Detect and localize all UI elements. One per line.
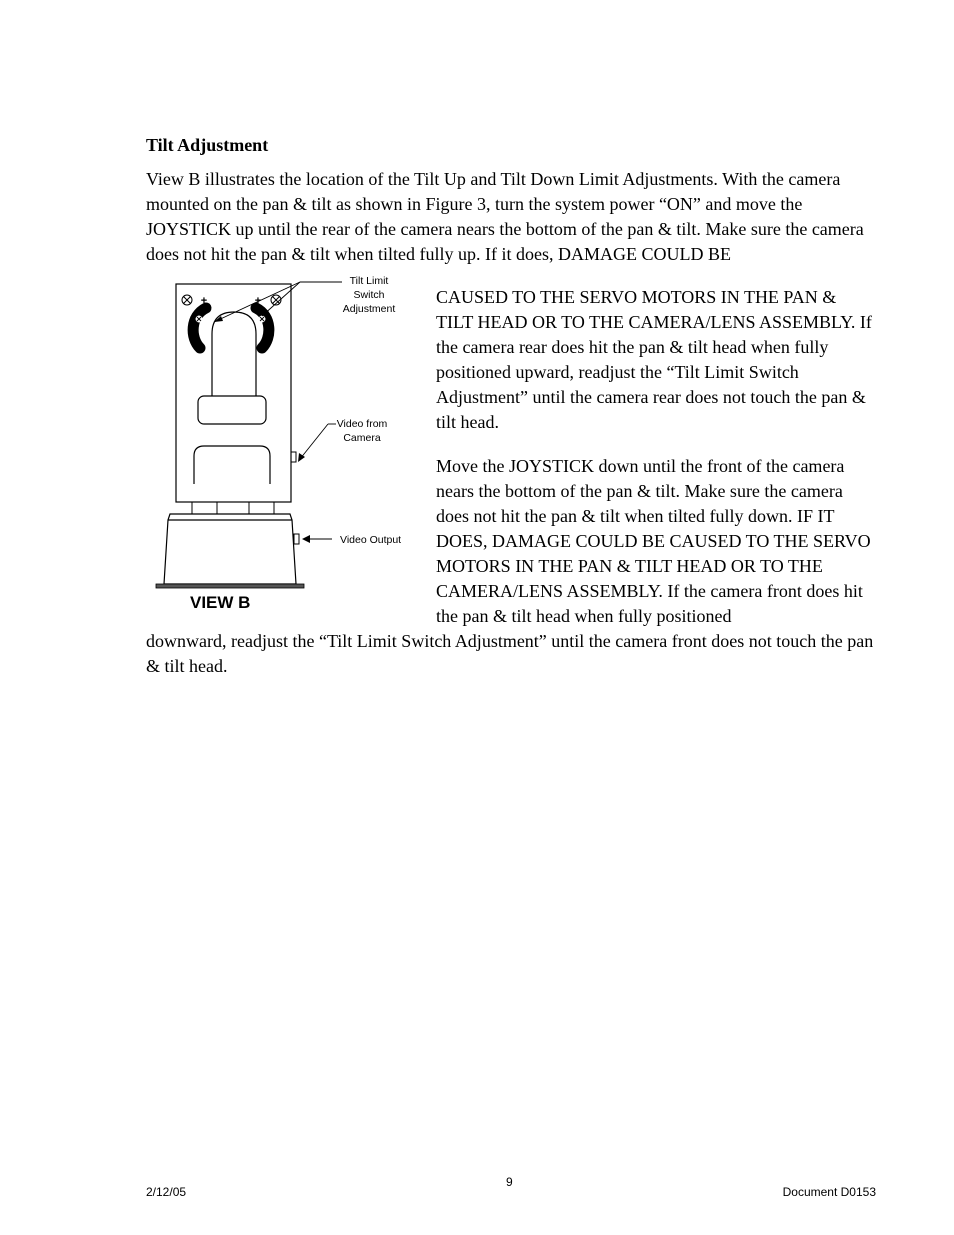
footer-date: 2/12/05 <box>146 1185 187 1199</box>
label-video-from-line2: Camera <box>343 432 381 444</box>
label-tilt-limit-line3: Adjustment <box>342 303 396 315</box>
screw-left-icon <box>182 295 192 305</box>
tilt-screw-right-icon <box>259 316 265 322</box>
camera-rear <box>194 446 270 484</box>
view-b-label: VIEW B <box>190 593 251 612</box>
label-video-from-line1: Video from <box>336 418 388 430</box>
tilt-screw-left-icon <box>196 316 202 322</box>
lens-body <box>212 312 256 396</box>
tilt-slot-left <box>193 308 206 348</box>
plus-mark-right: + <box>254 295 262 307</box>
pan-tilt-base <box>164 514 296 584</box>
minus-mark-left: - <box>197 343 201 355</box>
plus-mark-left: + <box>200 295 208 307</box>
paragraph-tilt-down-continued: downward, readjust the “Tilt Limit Switch Adjustment” until the camera front does not touch the pan & tilt head. <box>146 631 874 676</box>
paragraph-intro: View B illustrates the location of the Tilt Up and Tilt Down Limit Adjustments. With the camera mounted on the pan & tilt as shown in Figure 3, turn the system power “ON” and move the JOYSTICK up until the rear of the camera nears the bottom of the pan & tilt. Make sure the camera does not hit the pan & tilt when tilted fully up. If it does, DAMAGE COULD BE <box>146 169 864 264</box>
section-heading: Tilt Adjustment <box>146 135 269 155</box>
paragraph-tilt-down: Move the JOYSTICK down until the front of the camera nears the bottom of the pan & tilt. Make sure the camera does not hit the pan & tilt when tilted fully down. IF IT DOES, DAMAGE COULD BE CAUSED TO THE SERVO MOTORS IN THE PAN & TILT HEAD OR TO THE CAMERA/LENS ASSEMBLY. If the camera front does hit the pan & tilt head when fully positioned <box>436 456 871 626</box>
video-output-connector <box>294 534 299 544</box>
lens-ring <box>198 396 266 424</box>
label-video-output: Video Output <box>340 534 402 546</box>
label-tilt-limit-line2: Switch <box>353 289 385 301</box>
label-tilt-limit-line1: Tilt Limit <box>349 275 389 287</box>
paragraph-tilt-up: CAUSED TO THE SERVO MOTORS IN THE PAN & TILT HEAD OR TO THE CAMERA/LENS ASSEMBLY. If the camera rear does hit the pan & tilt head when fully positioned upward, readjust the “Tilt Limit Switch Adjustment” until the camera rear does not touch the pan & tilt head. <box>436 287 872 432</box>
footer-document-id: Document D0153 <box>782 1185 876 1199</box>
video-connector <box>291 452 296 462</box>
base-plate <box>156 584 304 588</box>
minus-mark-right: - <box>264 343 268 355</box>
footer-page-number: 9 <box>506 1175 513 1189</box>
view-b-figure <box>150 272 420 617</box>
tilt-slot-right <box>256 308 269 348</box>
